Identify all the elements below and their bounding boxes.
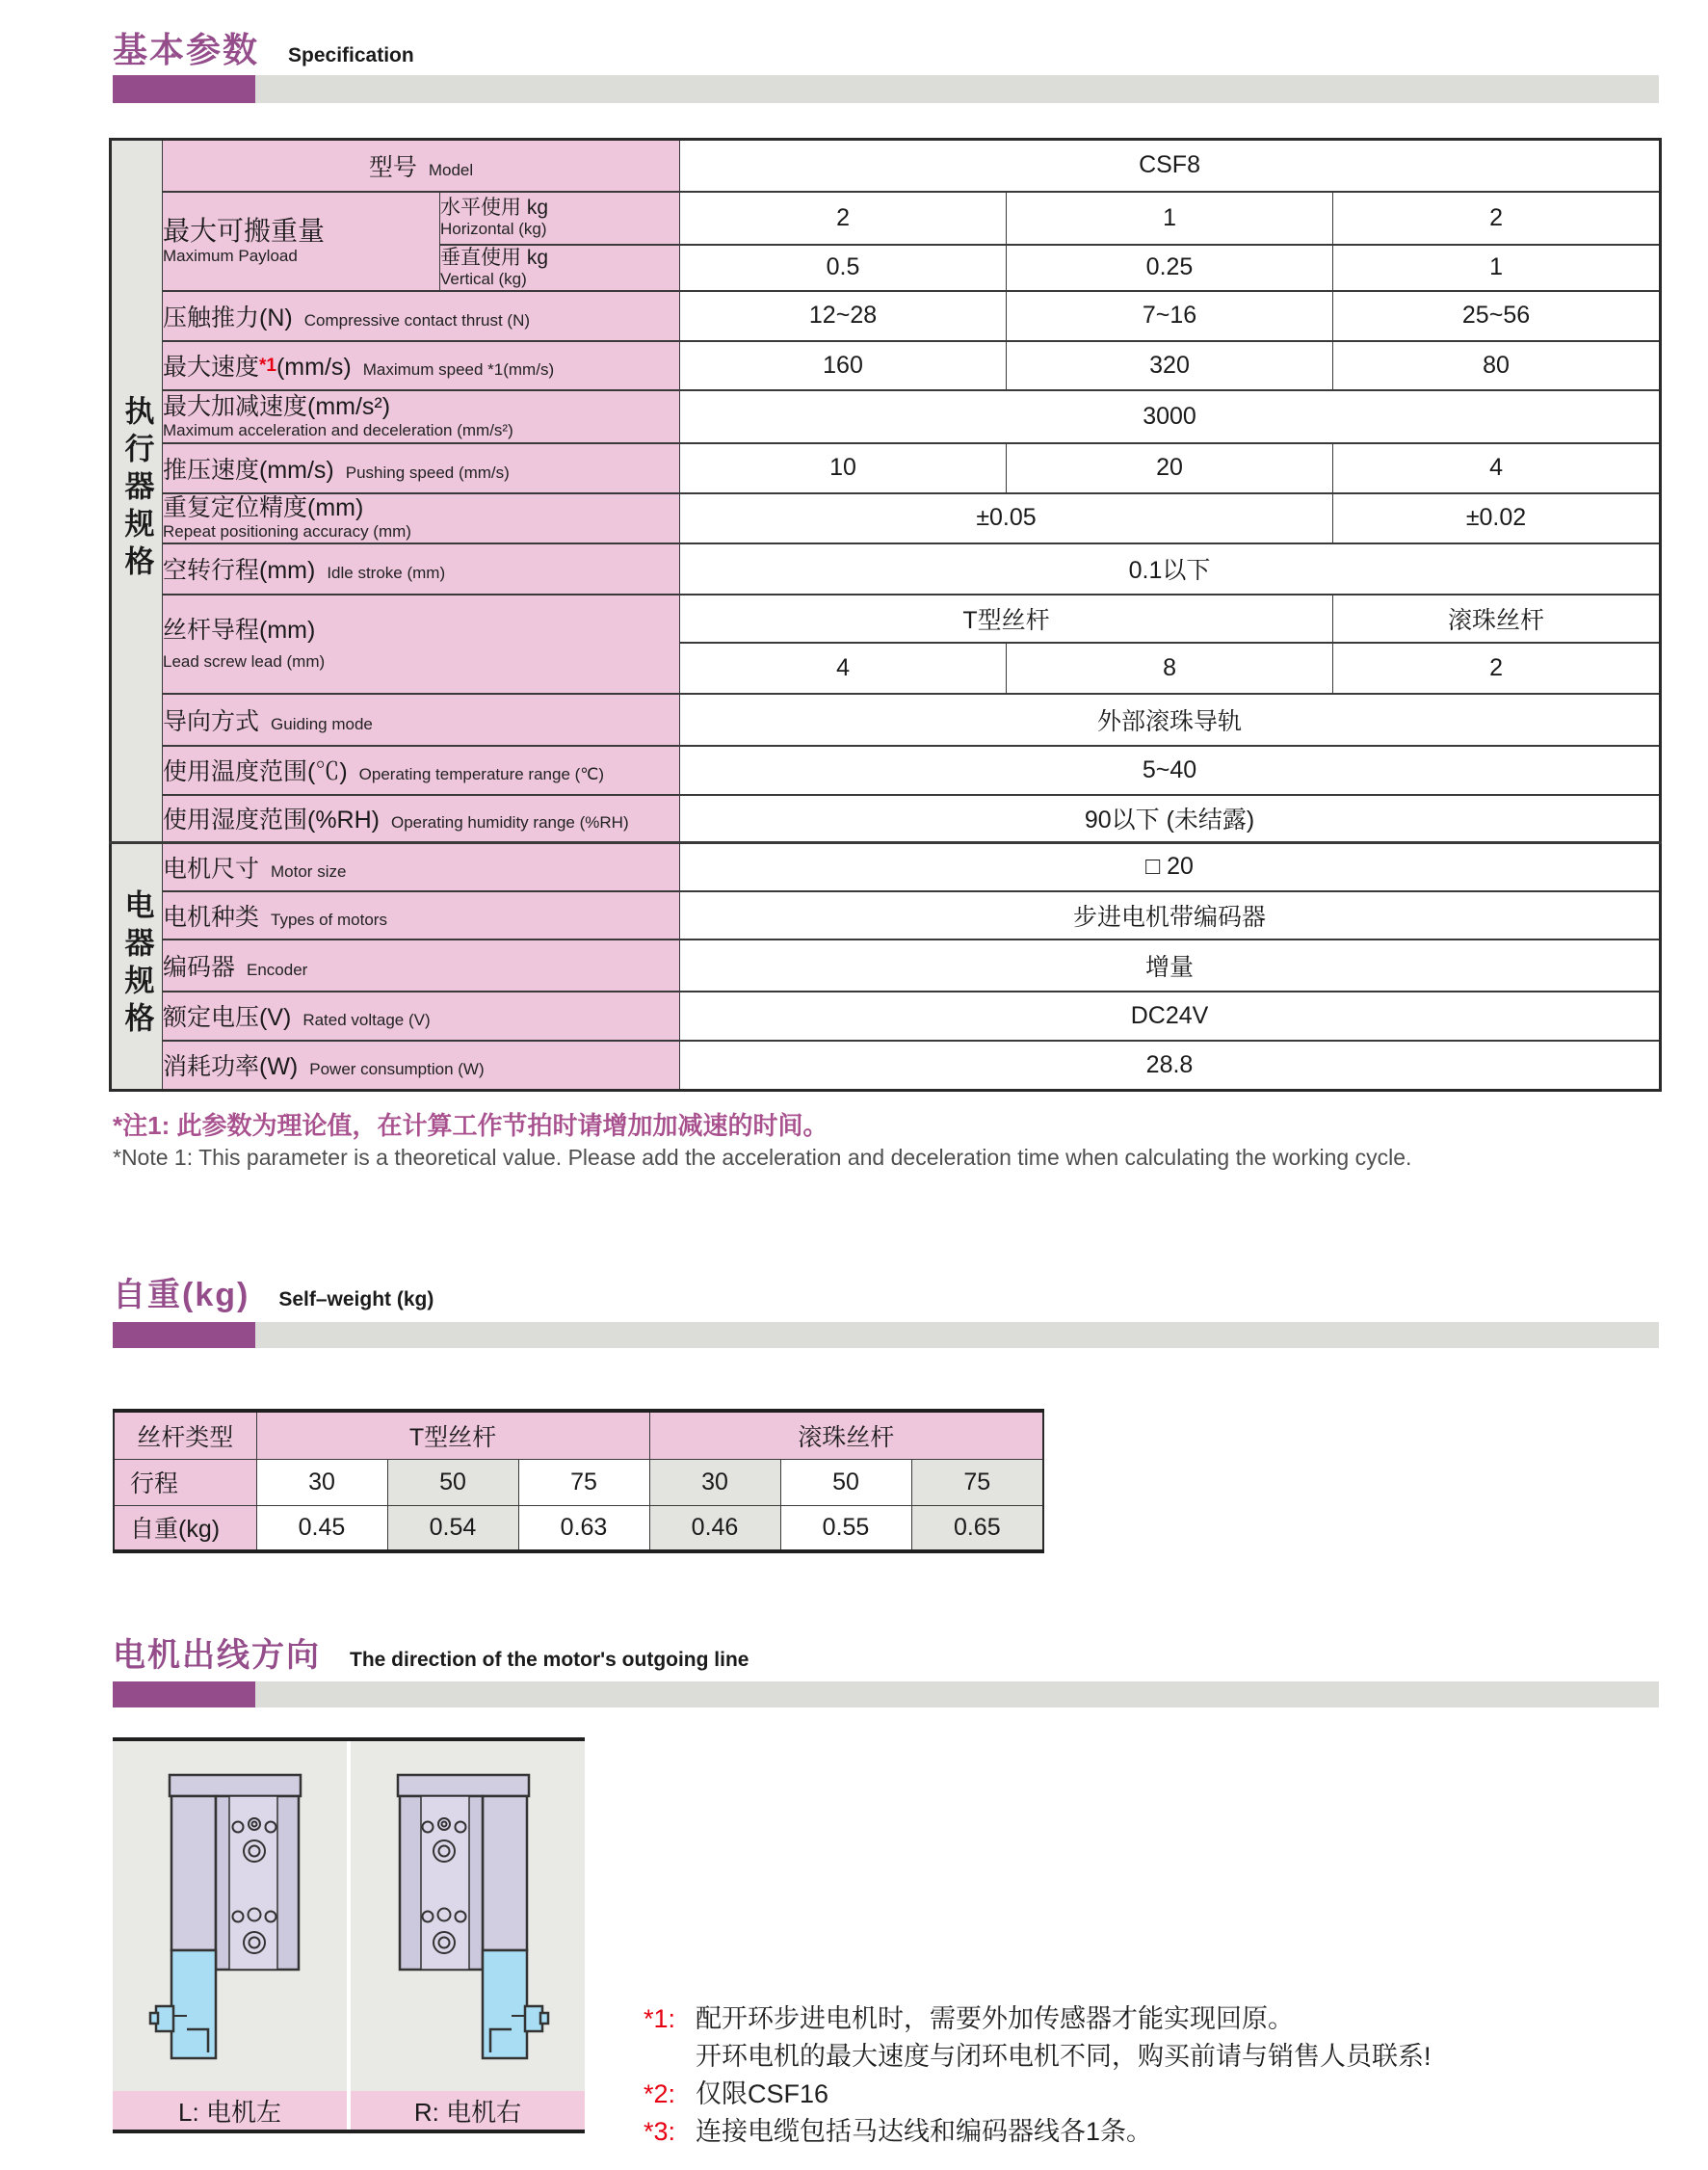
section-bar-weight [113, 1322, 1659, 1348]
spec-value: ±0.05 [680, 493, 1333, 543]
spec-row-lead-head [111, 595, 1661, 643]
label-zh: 电机尺寸 [163, 855, 260, 883]
weight-head-t-screw: T型丝杆 [256, 1411, 649, 1459]
weight-stroke-cell: 75 [518, 1459, 649, 1505]
section-title-weight-zh: 自重(kg) [113, 1277, 250, 1313]
spec-label-humidity [163, 795, 680, 843]
footnote-text: 开环电机的最大速度与闭环电机不同，购买前请与销售人员联系! [696, 2042, 1432, 2071]
label-zh: 重复定位精度(mm) [163, 494, 364, 522]
section-title-direction-en: The direction of the motor's outgoing line [350, 1649, 749, 1671]
spec-value: 2 [680, 192, 1007, 245]
weight-value-cell: 0.63 [518, 1505, 649, 1551]
weight-stroke-label: 行程 [114, 1459, 256, 1505]
spec-value: 160 [680, 341, 1007, 390]
label-zh: 消耗功率(W) [163, 1053, 299, 1081]
spec-value: 2 [1333, 192, 1661, 245]
spec-value: 0.1以下 [680, 543, 1661, 595]
spec-row-payload-horizontal [111, 192, 1661, 245]
spec-value: ±0.02 [1333, 493, 1661, 543]
footnote-mark [644, 2042, 696, 2071]
label-zh: 导向方式 [163, 707, 260, 735]
label-en: Model [428, 160, 474, 179]
diagram-label-right: R: 电机右 [351, 2091, 585, 2130]
footnote-text: 连接电缆包括马达线和编码器线各1条。 [696, 2117, 1153, 2146]
label-zh: 电机种类 [163, 903, 260, 931]
spec-label-idle [163, 543, 680, 595]
label-en: Lead screw lead (mm) [163, 651, 326, 671]
label-en: Power consumption (W) [309, 1060, 485, 1079]
spec-value: 0.25 [1007, 245, 1333, 291]
spec-sublabel-horizontal [440, 192, 680, 245]
spec-value: 1 [1333, 245, 1661, 291]
spec-label-pushing [163, 443, 680, 493]
spec-label-temp [163, 746, 680, 795]
footnote-line [644, 2042, 1432, 2071]
label-zh: 最大可搬重量 [163, 216, 326, 247]
spec-row-encoder [111, 939, 1661, 992]
spec-lead-head-ball: 滚珠丝杆 [1333, 595, 1661, 643]
label-zh: 最大速度 [163, 354, 260, 381]
spec-label-payload [163, 192, 440, 291]
spec-value: □ 20 [680, 843, 1661, 891]
spec-label-guiding [163, 694, 680, 746]
footnote-line [644, 2004, 1432, 2033]
spec-value: 1 [1007, 192, 1333, 245]
spec-value: 5~40 [680, 746, 1661, 795]
label-zh: 编码器 [163, 953, 236, 981]
weight-stroke-cell: 30 [649, 1459, 780, 1505]
actuator-drawing-left [113, 1741, 347, 2091]
diagram-panel-right [351, 1741, 585, 2130]
label-zh: 最大加减速度(mm/s²) [163, 392, 391, 420]
bar-accent-block [113, 1322, 255, 1348]
bar-gray-block [255, 75, 1659, 103]
spec-label-power [163, 1041, 680, 1091]
label-zh: 使用湿度范围(%RH) [163, 807, 380, 834]
label-en: Compressive contact thrust (N) [303, 310, 531, 330]
spec-row-max-speed [111, 341, 1661, 390]
weight-table [113, 1409, 1044, 1553]
spec-value: 0.5 [680, 245, 1007, 291]
weight-head-ball-screw: 滚珠丝杆 [649, 1411, 1043, 1459]
section-bar-direction [113, 1681, 1659, 1707]
label-en: Encoder [247, 960, 308, 979]
footnote-mark: *1 [259, 356, 276, 376]
label-en: Pushing speed (mm/s) [345, 463, 510, 482]
spec-label-accel [163, 390, 680, 443]
bar-gray-block [255, 1322, 1659, 1348]
footnote-mark: *2: [644, 2079, 676, 2108]
spec-label-model [163, 140, 680, 192]
diagram-label-left: L: 电机左 [113, 2091, 347, 2130]
spec-row-motor-type [111, 891, 1661, 939]
spec-label-thrust [163, 291, 680, 341]
weight-value-cell: 0.65 [911, 1505, 1043, 1551]
footnote-text: 配开环步进电机时，需要外加传感器才能实现回原。 [696, 2004, 1294, 2033]
spec-row-thrust [111, 291, 1661, 341]
actuator-motor-left-illustration [148, 1767, 312, 2066]
spec-value: 步进电机带编码器 [680, 891, 1661, 939]
weight-type-label: 丝杆类型 [114, 1411, 256, 1459]
section-title-direction [113, 1628, 749, 1676]
side-header-electrical-text: 电器规格 [119, 888, 154, 1040]
label-en: Maximum speed *1(mm/s) [362, 360, 555, 379]
spec-label-encoder [163, 939, 680, 992]
weight-value-cell: 0.54 [387, 1505, 518, 1551]
spec-label-lead [163, 595, 680, 694]
spec-row-idle [111, 543, 1661, 595]
label-en: Motor size [271, 861, 347, 881]
label-en: Operating humidity range (%RH) [391, 813, 629, 833]
spec-row-repeat [111, 493, 1661, 543]
spec-value: 4 [680, 643, 1007, 694]
spec-value: 28.8 [680, 1041, 1661, 1091]
label-zh: 水平使用 kg [440, 197, 549, 220]
spec-lead-head-t: T型丝杆 [680, 595, 1333, 643]
section-bar-spec [113, 75, 1659, 103]
label-zh: (mm/s) [276, 354, 352, 381]
label-zh: 空转行程(mm) [163, 557, 316, 584]
label-en: Maximum acceleration and deceleration (mm/s²) [163, 420, 513, 439]
spec-row-motor-size [111, 843, 1661, 891]
weight-value-cell: 0.45 [256, 1505, 387, 1551]
label-zh: 垂直使用 kg [440, 246, 549, 269]
section-title-spec-en: Specification [288, 44, 414, 66]
label-en: Types of motors [271, 910, 387, 929]
footnote-mark: *1: [644, 2004, 676, 2033]
footnotes [644, 2004, 1432, 2155]
label-zh: 压触推力(N) [163, 304, 293, 331]
footnote-mark: *3: [644, 2117, 676, 2146]
spec-value: 增量 [680, 939, 1661, 992]
spec-row-model [111, 140, 1661, 192]
label-en: Vertical (kg) [440, 269, 527, 288]
label-en: Idle stroke (mm) [327, 564, 446, 582]
label-en: Horizontal (kg) [440, 220, 547, 239]
section-title-spec-zh: 基本参数 [113, 30, 260, 69]
spec-value: DC24V [680, 992, 1661, 1041]
weight-stroke-cell: 75 [911, 1459, 1043, 1505]
spec-value: 7~16 [1007, 291, 1333, 341]
weight-stroke-cell: 30 [256, 1459, 387, 1505]
footnote-line [644, 2117, 1432, 2146]
section-title-spec [113, 23, 414, 72]
weight-row-weight [114, 1505, 1043, 1551]
spec-value: 3000 [680, 390, 1661, 443]
spec-label-motor-type [163, 891, 680, 939]
section-title-direction-zh: 电机出线方向 [113, 1637, 321, 1674]
spec-label-motor-size [163, 843, 680, 891]
spec-label-max-speed [163, 341, 680, 390]
spec-value: 320 [1007, 341, 1333, 390]
weight-value-cell: 0.55 [780, 1505, 911, 1551]
spec-row-accel [111, 390, 1661, 443]
spec-sublabel-vertical [440, 245, 680, 291]
footnote-text: 仅限CSF16 [696, 2079, 829, 2108]
side-header-electrical [111, 843, 163, 1091]
spec-value: 10 [680, 443, 1007, 493]
actuator-motor-right-illustration [386, 1767, 550, 2066]
spec-row-guiding [111, 694, 1661, 746]
spec-value: 20 [1007, 443, 1333, 493]
spec-row-voltage [111, 992, 1661, 1041]
footnote-line [644, 2079, 1432, 2108]
spec-value: 80 [1333, 341, 1661, 390]
label-en: Rated voltage (V) [302, 1011, 431, 1029]
spec-row-humidity [111, 795, 1661, 843]
bar-accent-block [113, 1681, 255, 1707]
weight-row-stroke [114, 1459, 1043, 1505]
side-header-actuator-text: 执行器规格 [119, 394, 154, 583]
spec-value: 4 [1333, 443, 1661, 493]
diagram-panel-left [113, 1741, 347, 2130]
label-zh: 推压速度(mm/s) [163, 456, 334, 484]
label-zh: 使用温度范围(℃) [163, 758, 348, 785]
spec-value: 8 [1007, 643, 1333, 694]
label-en: Maximum Payload [163, 247, 298, 266]
spec-row-power [111, 1041, 1661, 1091]
weight-value-cell: 0.46 [649, 1505, 780, 1551]
bar-gray-block [255, 1681, 1659, 1707]
spec-value: 25~56 [1333, 291, 1661, 341]
spec-label-repeat [163, 493, 680, 543]
spec-row-temp [111, 746, 1661, 795]
label-en: Guiding mode [271, 714, 373, 733]
motor-direction-diagram [113, 1737, 585, 2133]
spec-table [109, 138, 1662, 1092]
label-zh: 丝杆导程(mm) [163, 616, 316, 644]
bar-accent-block [113, 75, 255, 103]
note1-zh: *注1: 此参数为理论值，在计算工作节拍时请增加加减速的时间。 [113, 1111, 828, 1140]
spec-value: 2 [1333, 643, 1661, 694]
label-en: Repeat positioning accuracy (mm) [163, 522, 411, 542]
section-title-weight [113, 1268, 434, 1315]
weight-stroke-cell: 50 [387, 1459, 518, 1505]
weight-row-header [114, 1411, 1043, 1459]
spec-value: 90以下 (未结露) [680, 795, 1661, 843]
spec-value: 外部滚珠导轨 [680, 694, 1661, 746]
label-zh: 型号 [368, 153, 417, 181]
weight-weight-label: 自重(kg) [114, 1505, 256, 1551]
note1-en: *Note 1: This parameter is a theoretical value. Please add the acceleration and deceleration time when calculating the working cycle. [113, 1145, 1412, 1170]
spec-label-voltage [163, 992, 680, 1041]
label-en: Operating temperature range (℃) [358, 765, 605, 783]
spec-value: 12~28 [680, 291, 1007, 341]
section-title-weight-en: Self–weight (kg) [278, 1288, 434, 1310]
side-header-actuator [111, 140, 163, 843]
actuator-drawing-right [351, 1741, 585, 2091]
label-zh: 额定电压(V) [163, 1004, 292, 1031]
weight-stroke-cell: 50 [780, 1459, 911, 1505]
spec-value-model: CSF8 [680, 140, 1661, 192]
spec-row-pushing [111, 443, 1661, 493]
